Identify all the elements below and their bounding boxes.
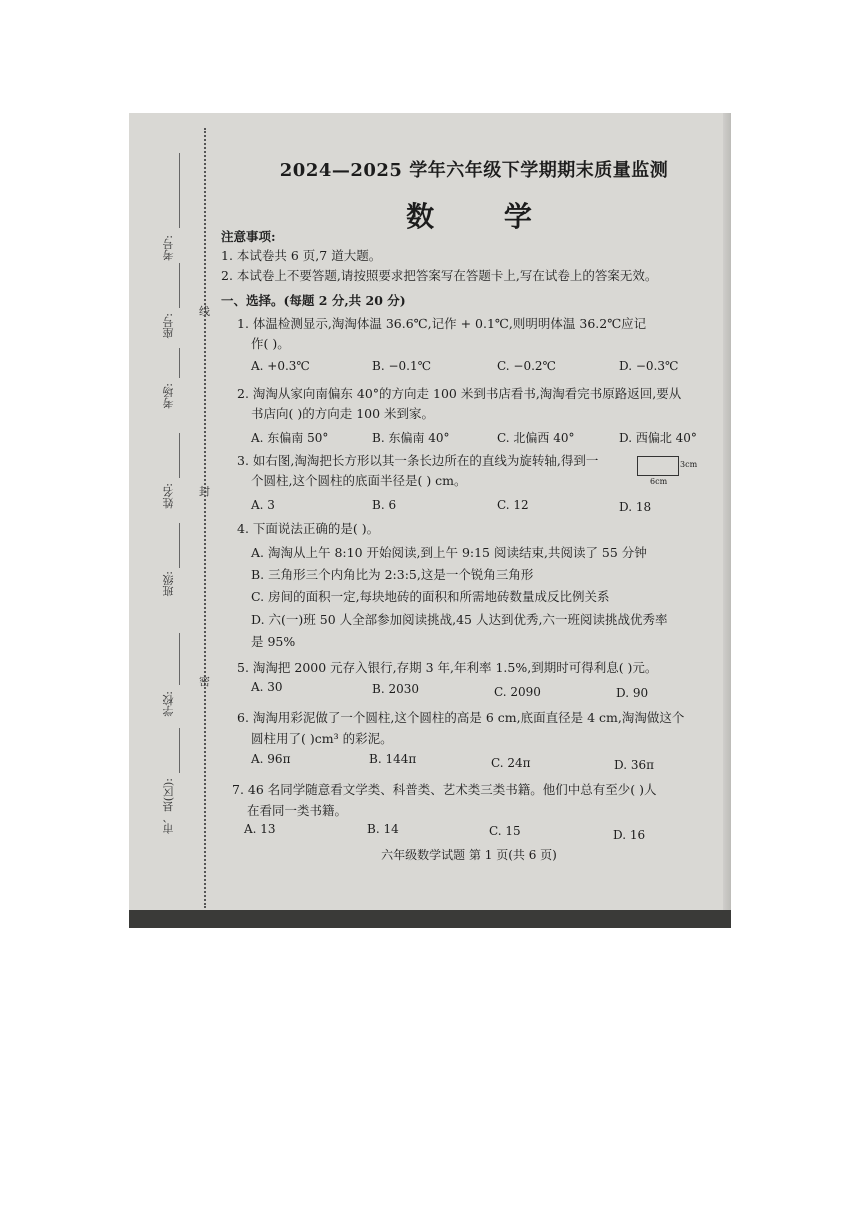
notice-2: 2. 本试卷上不要答题,请按照要求把答案写在答题卡上,写在试卷上的答案无效。 (221, 268, 658, 283)
q2-option-d: D. 西偏北 40° (619, 431, 697, 445)
exam-photo (129, 113, 731, 928)
q2-option-a: A. 东偏南 50° (251, 431, 329, 445)
field-line-name (179, 433, 180, 478)
q6-option-d: D. 36π (614, 758, 654, 772)
q5-option-a: A. 30 (251, 680, 283, 694)
q1-option-b: B. −0.1℃ (372, 359, 432, 373)
notice-title: 注意事项: (221, 229, 276, 244)
q2-option-c: C. 北偏西 40° (497, 431, 575, 445)
q7-line-1: 7. 46 名同学随意看文学类、科普类、艺术类三类书籍。他们中总有至少( )人 (232, 782, 657, 797)
q6-option-c: C. 24π (491, 756, 531, 770)
q5-stem: 5. 淘淘把 2000 元存入银行,存期 3 年,年利率 1.5%,到期时可得利息( )元。 (237, 660, 658, 675)
q6-option-a: A. 96π (251, 752, 291, 766)
q4-option-a: A. 淘淘从上午 8:10 开始阅读,到上午 9:15 阅读结束,共阅读了 55 分钟 (251, 545, 647, 560)
notice-1: 1. 本试卷共 6 页,7 道大题。 (221, 248, 382, 263)
field-line-city (179, 728, 180, 773)
field-line-class (179, 523, 180, 568)
q1-line-1: 1. 体温检测显示,淘淘体温 36.6℃,记作 + 0.1℃,则明明体温 36.2℃应记 (237, 316, 647, 331)
q3-line-2: 个圆柱,这个圆柱的底面半径是( ) cm。 (251, 473, 467, 488)
q3-option-d: D. 18 (619, 500, 652, 514)
field-class: 班级: (162, 571, 175, 597)
field-line-seat-number (179, 263, 180, 308)
q2-line-2: 书店向( )的方向走 100 米到家。 (251, 406, 435, 421)
q7-line-2: 在看同一类书籍。 (247, 803, 348, 818)
q4-option-d-line-2: 是 95% (251, 634, 296, 649)
rectangle-figure (637, 456, 679, 476)
q6-line-1: 6. 淘淘用彩泥做了一个圆柱,这个圆柱的高是 6 cm,底面直径是 4 cm,淘淘做这个 (237, 710, 685, 725)
field-school: 学校: (162, 691, 175, 717)
q7-option-b: B. 14 (367, 822, 399, 836)
q2-option-b: B. 东偏南 40° (372, 431, 450, 445)
q2-line-1: 2. 淘淘从家向南偏东 40°的方向走 100 米到书店看书,淘淘看完书原路返回,要从 (237, 386, 682, 401)
exam-title: 2024—2025 学年六年级下学期期末质量监测 (279, 160, 669, 181)
section-1-heading: 一、选择。(每题 2 分,共 20 分) (221, 293, 406, 308)
q1-line-2: 作( )。 (251, 336, 290, 351)
q5-option-c: C. 2090 (494, 685, 541, 699)
q4-stem: 4. 下面说法正确的是( )。 (237, 521, 380, 536)
fold-char-mi: 密 (199, 675, 210, 688)
field-seat-number: 座号: (162, 313, 175, 339)
q4-option-b: B. 三角形三个内角比为 2:3:5,这是一个锐角三角形 (251, 567, 534, 582)
q6-option-b: B. 144π (369, 752, 417, 766)
q7-option-d: D. 16 (613, 828, 646, 842)
rect-width-label: 6cm (650, 477, 668, 486)
q3-option-c: C. 12 (497, 498, 529, 512)
exam-subject: 数 学 (406, 200, 562, 233)
q4-option-c: C. 房间的面积一定,每块地砖的面积和所需地砖数量成反比例关系 (251, 589, 610, 604)
q3-option-a: A. 3 (251, 498, 275, 512)
q6-line-2: 圆柱用了( )cm³ 的彩泥。 (251, 731, 393, 746)
q4-option-d-line-1: D. 六(一)班 50 人全部参加阅读挑战,45 人达到优秀,六一班阅读挑战优秀率 (251, 612, 668, 627)
q1-option-a: A. +0.3℃ (251, 359, 310, 373)
photo-bottom-strip (129, 910, 731, 928)
field-exam-number: 考号: (162, 235, 175, 261)
field-line-exam-number (179, 153, 180, 228)
page-footer: 六年级数学试题 第 1 页(共 6 页) (381, 848, 557, 862)
binding-dotted-line (204, 128, 206, 908)
q7-option-c: C. 15 (489, 824, 521, 838)
rect-height-label: 3cm (680, 460, 698, 469)
q3-line-1: 3. 如右图,淘淘把长方形以其一条长边所在的直线为旋转轴,得到一 (237, 453, 599, 468)
field-line-exam-room (179, 348, 180, 378)
q5-option-b: B. 2030 (372, 682, 419, 696)
fold-char-xian: 线 (199, 305, 210, 318)
q5-option-d: D. 90 (616, 686, 649, 700)
field-line-school (179, 633, 180, 685)
q1-option-d: D. −0.3℃ (619, 359, 679, 373)
q1-option-c: C. −0.2℃ (497, 359, 556, 373)
field-exam-room: 考场: (162, 383, 175, 409)
photo-edge-shadow (723, 113, 731, 928)
field-name: 姓名: (162, 483, 175, 509)
q3-option-b: B. 6 (372, 498, 397, 512)
field-city-county: 市、县(区): (162, 778, 175, 835)
fold-char-feng: 封 (199, 485, 210, 498)
q7-option-a: A. 13 (244, 822, 276, 836)
